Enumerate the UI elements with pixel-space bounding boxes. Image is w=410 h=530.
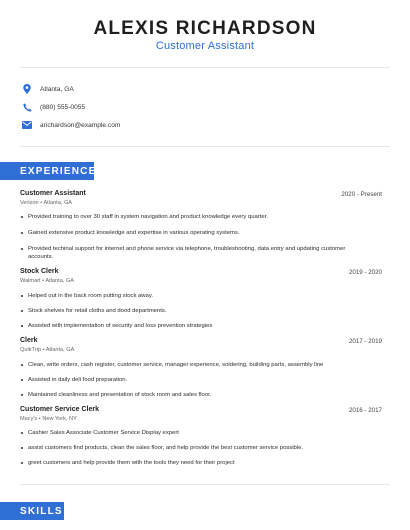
experience-heading: EXPERIENCE bbox=[0, 162, 94, 180]
job-company-line: QuikTrip • Atlanta, GA bbox=[20, 347, 75, 353]
job-company: Macy's bbox=[20, 416, 38, 422]
location-text: Atlanta, GA bbox=[40, 85, 74, 93]
contact-email bbox=[22, 118, 120, 132]
map-pin-icon bbox=[22, 84, 32, 94]
job-dates: 2020 - Present bbox=[341, 191, 382, 198]
job-location: New York, NY bbox=[42, 416, 77, 422]
phone-icon bbox=[22, 102, 32, 112]
job-dates: 2019 - 2020 bbox=[348, 269, 382, 276]
phone-text: (880) 555-0055 bbox=[40, 103, 86, 111]
job-company: Verizon bbox=[20, 200, 39, 206]
job-bullet: Assisted in daily deli food preparation. bbox=[20, 376, 350, 384]
job-bullet: Assisted with implementation of security and loss prevention strategies bbox=[20, 322, 350, 330]
header-divider bbox=[20, 67, 390, 68]
job-dates: 2016 - 2017 bbox=[348, 407, 382, 414]
job-bullet: Provided training to over 30 staff in system navigation and product knowledge every quarter. bbox=[20, 213, 350, 221]
job-location: Atlanta, GA bbox=[45, 347, 75, 353]
job-bullet: Cashier Sales Associate Customer Service Display expert bbox=[20, 429, 350, 437]
job-title: Customer Assistant bbox=[20, 190, 86, 197]
job-bullet: Helped out in the back room putting stock away. bbox=[20, 292, 350, 300]
job-location: Atlanta, GA bbox=[43, 200, 73, 206]
job-company-line: Walmart • Atlanta, GA bbox=[20, 278, 74, 284]
job-bullet: Provided techinal support for internet and phone service via telephone, troubleshooting, data entry and updating customer accounts. bbox=[20, 245, 350, 262]
job-company: Walmart bbox=[20, 278, 41, 284]
job-bullet: greet customers and help provide them with the tools they need for their project bbox=[20, 459, 350, 467]
job-bullet: Stock shelves for retail cloths and dood departments. bbox=[20, 307, 350, 315]
job-title: Stock Clerk bbox=[20, 268, 59, 275]
job-title: Clerk bbox=[20, 337, 38, 344]
job-title: Customer Service Clerk bbox=[20, 406, 99, 413]
job-bullet: Maintained cleanliness and presentation of stock room and sales floor. bbox=[20, 391, 350, 399]
contact-location bbox=[22, 82, 74, 96]
mail-icon bbox=[22, 120, 32, 130]
candidate-name: ALEXIS RICHARDSON bbox=[93, 18, 317, 39]
experience-divider bbox=[20, 484, 390, 485]
job-bullet: Clean, write orders, cash register, customer service, manager experience, soldering, building parts, assembly line bbox=[20, 361, 350, 369]
job-bullet: Gained extensive product knowledge and expertise in various operating systems. bbox=[20, 229, 350, 237]
candidate-role: Customer Assistant bbox=[155, 40, 255, 52]
job-bullet: assist customers find products, clean the sales floor, and help provide the best customer service possible. bbox=[20, 444, 350, 452]
job-dates: 2017 - 2019 bbox=[348, 338, 382, 345]
job-location: Atlanta, GA bbox=[45, 278, 74, 284]
job-company-line: Macy's • New York, NY bbox=[20, 416, 77, 422]
email-text: arichardson@example.com bbox=[40, 121, 121, 129]
contact-divider bbox=[20, 146, 390, 147]
skills-heading: SKILLS bbox=[0, 502, 64, 520]
job-company-line: Verizon • Atlanta, GA bbox=[20, 200, 73, 206]
contact-phone bbox=[22, 100, 85, 114]
job-company: QuikTrip bbox=[20, 347, 41, 353]
